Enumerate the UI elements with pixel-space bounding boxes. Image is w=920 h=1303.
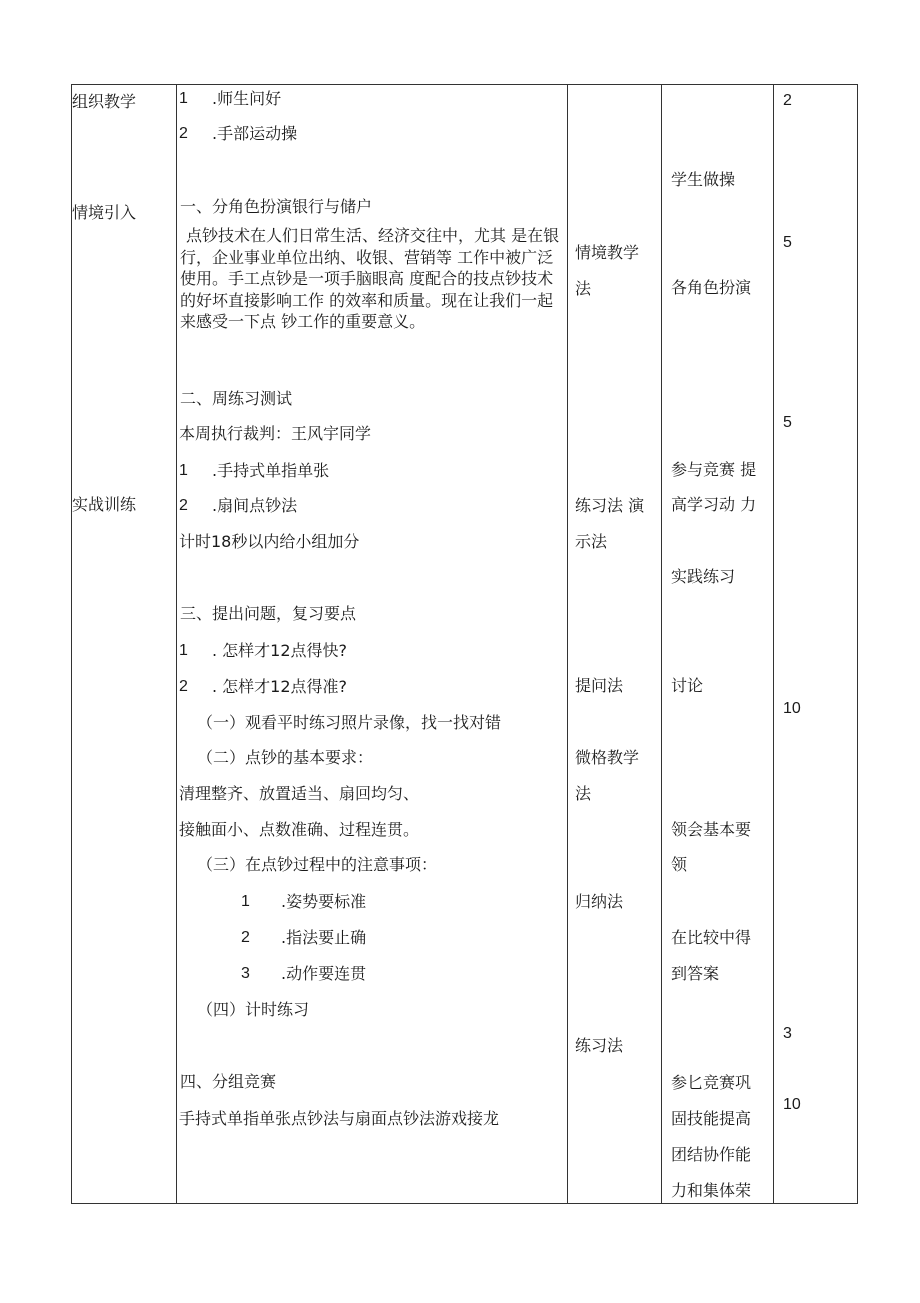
method-2b: 示法 [575, 532, 608, 551]
time-1: 2 [783, 92, 792, 109]
table-divider-4 [773, 84, 774, 1204]
section-3-a: （一）观看平时练习照片录像，找一找对错 [197, 713, 502, 732]
method-4b: 法 [575, 784, 592, 803]
student-3b: 高学习动 力 [671, 495, 757, 514]
student-8b: 固技能提高 [671, 1109, 752, 1128]
section-3-q2-num: 2 [179, 678, 188, 695]
student-7a: 在比较中得 [671, 928, 752, 947]
method-3: 提问法 [575, 676, 624, 695]
stage-train: 实战训练 [72, 495, 137, 514]
time-4: 10 [783, 700, 801, 717]
item-1-num: 1 [179, 90, 188, 107]
item-2-text: .手部运动操 [212, 124, 298, 143]
time-5: 3 [783, 1025, 792, 1042]
student-2: 各角色扮演 [671, 278, 752, 297]
student-1: 学生做操 [671, 170, 736, 189]
student-6a: 领会基本要 [671, 820, 752, 839]
section-2-item-2-text: .扇间点钞法 [212, 496, 298, 515]
section-3-c1-num: 1 [241, 893, 250, 910]
section-3-c2-num: 2 [241, 929, 250, 946]
item-2-num: 2 [179, 125, 188, 142]
section-3-q2-text: . 怎样才12点得准? [212, 677, 348, 696]
section-3-c: （三）在点钞过程中的注意事项： [197, 855, 438, 874]
section-3-title: 三、提出问题，复习要点 [180, 604, 357, 623]
student-5: 讨论 [671, 676, 704, 695]
section-3-q1-num: 1 [179, 642, 188, 659]
table-divider-1 [176, 84, 177, 1204]
section-3-c3-text: .动作要连贯 [281, 964, 367, 983]
student-8c: 团结协作能 [671, 1145, 752, 1164]
method-1b: 法 [575, 279, 592, 298]
section-1-paragraph: 点钞技术在人们日常生活、经济交往中，尤其 是在银行，企业事业单位出纳、收银、营销等 工作中被广泛使用。手工点钞是一项手脑眼高 度配合的技点钞技术的好坏直接影响工作 的效率和质量。现在让我们一起来感受一下点 钞工作的重要意义。 [180, 226, 560, 331]
table-border-top [71, 84, 858, 85]
section-4-text: 手持式单指单张点钞法与扇面点钞法游戏接龙 [179, 1109, 500, 1128]
method-6: 练习法 [575, 1036, 624, 1055]
table-divider-2 [567, 84, 568, 1204]
section-2-item-1-text: .手持式单指单张 [212, 461, 330, 480]
section-1-title: 一、分角色扮演银行与储户 [180, 197, 373, 216]
time-3: 5 [783, 414, 792, 431]
student-6b: 领 [671, 855, 688, 874]
section-3-c1-text: .姿势要标准 [281, 892, 367, 911]
student-7b: 到答案 [671, 964, 720, 983]
item-1-text: .师生问好 [212, 89, 282, 108]
section-3-c2-text: .指法要止确 [281, 928, 367, 947]
section-2-item-1-num: 1 [179, 462, 188, 479]
method-4a: 微格教学 [575, 748, 640, 767]
section-3-b-line2: 接触面小、点数准确、过程连贯。 [179, 820, 420, 839]
time-2: 5 [783, 234, 792, 251]
section-3-d: （四）计时练习 [197, 1000, 310, 1019]
method-1a: 情境教学 [575, 243, 640, 262]
student-8a: 参匕竞赛巩 [671, 1073, 752, 1092]
table-border-right [857, 84, 858, 1204]
stage-org: 组织教学 [72, 92, 137, 111]
section-4-title: 四、分组竞赛 [180, 1072, 277, 1091]
student-3a: 参与竞赛 提 [671, 460, 757, 479]
section-2-timer: 计时18秒以内给小组加分 [179, 532, 360, 551]
student-4: 实践练习 [671, 567, 736, 586]
stage-intro: 情境引入 [72, 203, 137, 222]
section-3-q1-text: . 怎样才12点得快? [212, 641, 348, 660]
section-2-title: 二、周练习测试 [180, 389, 293, 408]
section-3-b: （二）点钞的基本要求： [197, 748, 374, 767]
section-2-item-2-num: 2 [179, 497, 188, 514]
table-border-bottom [71, 1203, 858, 1204]
method-2a: 练习法 演 [575, 496, 645, 515]
section-2-referee: 本周执行裁判：王风宇同学 [179, 424, 372, 443]
section-3-c3-num: 3 [241, 965, 250, 982]
table-border-left [71, 84, 72, 1204]
method-5: 归纳法 [575, 892, 624, 911]
table-divider-3 [661, 84, 662, 1204]
student-8d: 力和集体荣 [671, 1181, 752, 1200]
section-3-b-line1: 清理整齐、放置适当、扇回均匀、 [179, 784, 420, 803]
time-6: 10 [783, 1096, 801, 1113]
